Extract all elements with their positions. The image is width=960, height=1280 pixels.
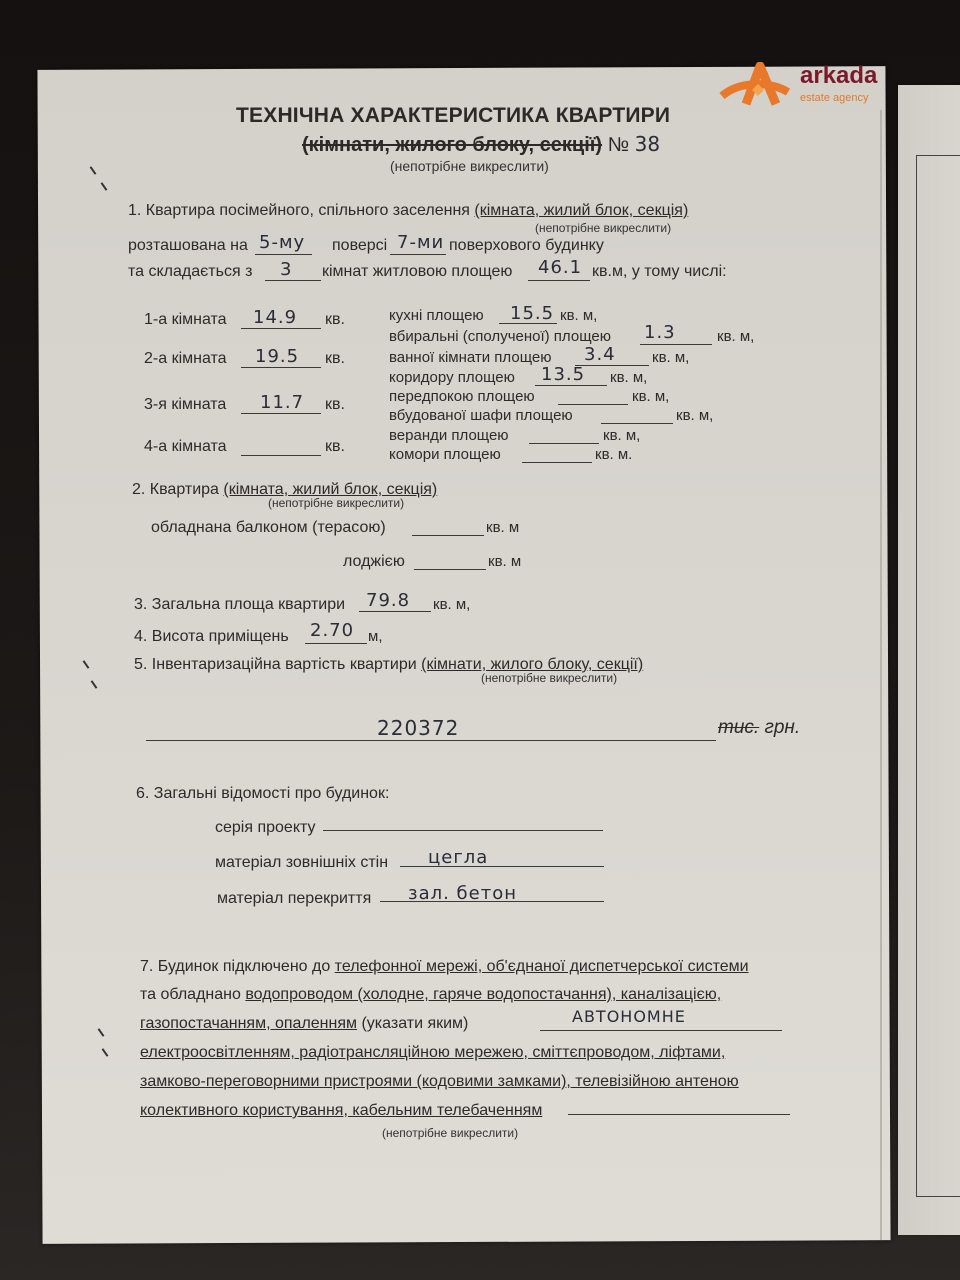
s5-label: 5. Інвентаризаційна вартість квартири [134, 656, 417, 673]
room-value[interactable]: 14.9 [253, 307, 298, 328]
area-unit: кв. м, [676, 407, 714, 424]
height-value[interactable]: 2.70 [310, 620, 355, 641]
arkada-logo-icon [718, 62, 794, 106]
walls-value[interactable]: цегла [428, 847, 489, 868]
s2-line1: 2. Квартира [132, 481, 219, 498]
s7-underlined: замково-переговорними пристроями (кодовими замками) [140, 1073, 567, 1090]
area-label: вбудованої шафи площею [389, 407, 573, 424]
s7-text: 7. Будинок підключено до [140, 958, 335, 975]
balcony-unit: кв. м [486, 519, 520, 536]
loggia-unit: кв. м [488, 553, 522, 570]
s2-note: (непотрібне викреслити) [268, 496, 405, 510]
walls-label: матеріал зовнішніх стін [215, 854, 389, 871]
s1-options: (кімната, жилий блок, секція) [474, 202, 689, 219]
s7-field-line [568, 1114, 790, 1115]
s7-line6 [140, 1102, 542, 1120]
height-unit: м, [368, 628, 383, 645]
number-label: № [607, 134, 630, 156]
total-area-value[interactable]: 79.8 [366, 590, 411, 611]
loggia-field-line[interactable] [414, 569, 486, 570]
building-label: поверхового будинку [449, 237, 604, 254]
floor-field-line [255, 254, 312, 255]
area-unit: кв. м, [603, 427, 641, 444]
room-field-line [241, 413, 321, 414]
area-value[interactable]: 13.5 [541, 364, 586, 385]
area-label: веранди площею [389, 427, 509, 444]
total-area-unit: кв. м, [433, 596, 471, 613]
area-field-line [529, 443, 599, 444]
area-field-line [558, 404, 628, 405]
s5-options-struck: (кімнати, жилого блоку, секції) [421, 656, 644, 673]
room-label: 2-а кімната [144, 350, 227, 367]
s7-struck: сміттєпроводом, ліфтами, [532, 1044, 726, 1061]
area-label: коридору площею [389, 369, 515, 386]
s7-struck: , телевізійною антеною [566, 1073, 739, 1090]
loggia-label: лоджією [343, 553, 405, 570]
area-unit: кв. м. [595, 446, 633, 463]
located-label: розташована на [128, 237, 248, 254]
s5-note: (непотрібне викреслити) [481, 671, 618, 685]
s7-line4 [140, 1044, 725, 1062]
floor-label: поверсі [332, 237, 388, 254]
area-value[interactable]: 15.5 [510, 303, 555, 324]
inventory-value[interactable]: 220372 [377, 716, 460, 740]
room-field-line [241, 455, 321, 456]
balcony-label: обладнана балконом (терасою) [151, 519, 386, 536]
floors-total-line [390, 254, 446, 255]
area-unit: кв. м, [560, 307, 598, 324]
s7-line1 [140, 958, 749, 976]
unit-struck: тис. [718, 717, 760, 738]
area-label: вбиральні (сполученої) площею [389, 328, 611, 345]
brand-name: arkada [800, 62, 878, 89]
balcony-field-line[interactable] [412, 535, 484, 536]
section6-heading: 6. Загальні відомості про будинок: [136, 785, 390, 802]
floors-total-value[interactable]: 7-ми [397, 232, 445, 253]
room-field-line [241, 328, 321, 329]
room-value[interactable]: 19.5 [255, 346, 300, 367]
total-area-line [359, 611, 431, 612]
series-field-line[interactable] [323, 830, 603, 831]
area-field-line [522, 462, 592, 463]
room-unit: кв. [325, 396, 345, 413]
s7-underlined: електроосвітленням, радіотрансляційною мережею, [140, 1044, 533, 1061]
living-area-line [528, 280, 590, 281]
page-frame [916, 155, 960, 1197]
room-field-line [241, 367, 321, 368]
series-label: серія проекту [215, 819, 316, 836]
area-label: комори площею [389, 446, 501, 463]
height-line [305, 643, 367, 644]
s7-underlined: водопроводом (холодне, гаряче водопостачання), каналізацією, [245, 986, 722, 1003]
area-field-line [601, 423, 673, 424]
page-title: ТЕХНІЧНА ХАРАКТЕРИСТИКА КВАРТИРИ [236, 104, 671, 127]
room-unit: кв. [325, 311, 345, 328]
area-label: передпокою площею [389, 388, 535, 405]
s2-options: (кімната, жилий блок, секція) [223, 481, 438, 498]
apartment-number: 38 [634, 132, 661, 156]
ceiling-label: матеріал перекриття [217, 890, 372, 907]
area-value[interactable]: 1.3 [644, 322, 676, 343]
page-subtitle [302, 132, 660, 157]
area-value[interactable]: 3.4 [584, 344, 616, 365]
total-area-label: 3. Загальна площа квартири [134, 596, 346, 613]
consists-label: та складається з [128, 263, 253, 280]
ceiling-value[interactable]: зал. бетон [408, 883, 517, 904]
s7-note: (непотрібне викреслити) [382, 1126, 519, 1140]
room-label: 4-а кімната [144, 438, 227, 455]
s7-underlined: телефонної мережі, об'єднаної диспетчерської системи [334, 958, 749, 975]
heating-value[interactable]: АВТОНОМНЕ [572, 1007, 686, 1026]
living-area-label: кімнат житловою площею [322, 263, 513, 280]
unit-label: грн. [764, 717, 801, 738]
s7-text: та обладнано [140, 986, 246, 1003]
value-field-line [146, 740, 716, 741]
area-unit: кв. м, [610, 369, 648, 386]
rooms-count-value[interactable]: 3 [280, 259, 293, 280]
s7-line5 [140, 1073, 739, 1091]
area-field-line [640, 344, 712, 345]
room-label: 1-а кімната [144, 311, 227, 328]
area-label: ванної кімнати площею [389, 349, 552, 366]
area-unit: кв. м, [652, 349, 690, 366]
adjacent-page [898, 85, 960, 1235]
room-label: 3-я кімната [144, 396, 227, 413]
living-area-unit: кв.м, у тому числі: [592, 263, 727, 280]
value-unit [718, 717, 800, 739]
room-unit: кв. [325, 438, 345, 455]
area-field-line [575, 365, 649, 366]
area-field-line [535, 385, 607, 386]
room-value[interactable]: 11.7 [260, 392, 305, 413]
brand-tagline: estate agency [800, 92, 869, 104]
heating-field-line [540, 1030, 782, 1031]
s7-text: (указати яким) [357, 1015, 469, 1032]
area-unit: кв. м, [717, 328, 755, 345]
room-unit: кв. [325, 350, 345, 367]
s1-note: (непотрібне викреслити) [535, 221, 672, 235]
subtitle-struck: (кімнати, жилого блоку, секції) [302, 134, 603, 156]
s7-line3 [140, 1015, 468, 1033]
s7-struck: колективного користування, кабельним телебаченням [140, 1102, 543, 1119]
section1-heading [128, 202, 688, 220]
s7-line2 [140, 986, 721, 1004]
s1-line1: 1. Квартира посімейного, спільного заселення [128, 202, 470, 219]
rooms-count-line [265, 280, 321, 281]
area-label: кухні площею [389, 307, 484, 324]
living-area-value[interactable]: 46.1 [538, 257, 583, 278]
page-fold [880, 110, 882, 1240]
floor-value[interactable]: 5-му [259, 232, 306, 253]
area-unit: кв. м, [632, 388, 670, 405]
height-label: 4. Висота приміщень [134, 628, 289, 645]
s7-underlined: газопостачанням, опаленням [140, 1015, 358, 1032]
header-note: (непотрібне викреслити) [390, 158, 549, 174]
